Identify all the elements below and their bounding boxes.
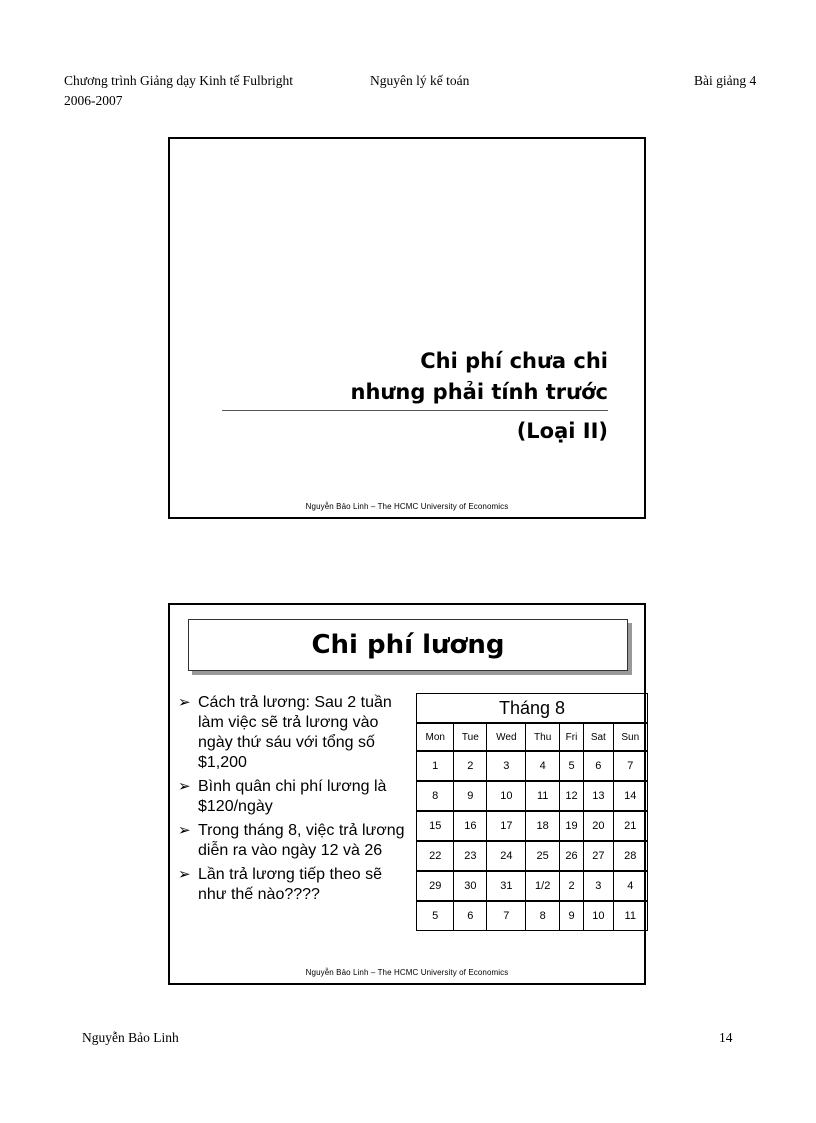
slide-2 <box>168 603 646 985</box>
arrow-bullet-icon: ➢ <box>178 866 191 883</box>
calendar-day: 14 <box>613 781 648 811</box>
page-number: 14 <box>719 1030 733 1045</box>
slide1-footer: Nguyễn Bảo Linh – The HCMC University of Economics <box>305 502 509 511</box>
calendar-day: 11 <box>613 901 648 931</box>
calendar-day: 2 <box>559 871 583 901</box>
calendar-day: 5 <box>417 901 454 931</box>
calendar-week-row <box>417 871 648 901</box>
calendar-day: 31 <box>487 871 526 901</box>
slide1-subtitle: (Loại II) <box>516 419 608 443</box>
calendar-day: 8 <box>526 901 559 931</box>
slide-1 <box>168 137 646 519</box>
calendar-day: 10 <box>487 781 526 811</box>
calendar-day: 23 <box>454 841 487 871</box>
calendar-day: 16 <box>454 811 487 841</box>
arrow-bullet-icon: ➢ <box>178 778 191 795</box>
calendar-day: 1/2 <box>526 871 559 901</box>
calendar-day: 4 <box>526 751 559 781</box>
calendar-day-header: Tue <box>454 723 487 751</box>
bullet-item: ➢ Bình quân chi phí lương là $120/ngày <box>178 778 387 815</box>
header-lecture: Bài giảng 4 <box>694 73 757 88</box>
calendar-day: 3 <box>487 751 526 781</box>
slide1-divider <box>222 410 608 411</box>
calendar-day: 2 <box>454 751 487 781</box>
calendar-day: 6 <box>584 751 613 781</box>
calendar-day: 30 <box>454 871 487 901</box>
calendar-day-header: Thu <box>526 723 559 751</box>
bullet-item: ➢ Lần trả lương tiếp theo sẽ như thế nào???? <box>178 866 382 903</box>
calendar-month: Tháng 8 <box>417 694 648 724</box>
calendar-week-row <box>417 811 648 841</box>
calendar-day: 21 <box>613 811 648 841</box>
slide2-footer: Nguyễn Bảo Linh – The HCMC University of Economics <box>305 968 509 977</box>
calendar-week-row <box>417 751 648 781</box>
calendar-day: 19 <box>559 811 583 841</box>
calendar-week-row <box>417 901 648 931</box>
calendar-day: 26 <box>559 841 583 871</box>
calendar-day: 20 <box>584 811 613 841</box>
calendar-day-header: Mon <box>417 723 454 751</box>
calendar-day-header: Sun <box>613 723 648 751</box>
arrow-bullet-icon: ➢ <box>178 694 191 711</box>
calendar-day: 29 <box>417 871 454 901</box>
calendar-day: 17 <box>487 811 526 841</box>
calendar-day: 18 <box>526 811 559 841</box>
calendar-day: 10 <box>584 901 613 931</box>
bullet-item: ➢ Trong tháng 8, việc trả lương diễn ra vào ngày 12 và 26 <box>178 822 405 859</box>
calendar-day: 15 <box>417 811 454 841</box>
slide2-title-box <box>188 619 628 671</box>
calendar-day-header: Wed <box>487 723 526 751</box>
calendar-day: 9 <box>454 781 487 811</box>
header-years: 2006-2007 <box>64 93 123 108</box>
calendar-day: 22 <box>417 841 454 871</box>
calendar-day: 5 <box>559 751 583 781</box>
calendar-day: 25 <box>526 841 559 871</box>
calendar-day-header: Fri <box>559 723 583 751</box>
calendar-week-row <box>417 841 648 871</box>
slide1-title-line1: Chi phí chưa chi <box>420 349 608 373</box>
calendar-day-header: Sat <box>584 723 613 751</box>
calendar-day: 7 <box>487 901 526 931</box>
calendar-day: 9 <box>559 901 583 931</box>
calendar-day: 1 <box>417 751 454 781</box>
slide1-title-line2: nhưng phải tính trước <box>350 380 608 404</box>
slide2-bullet-list <box>178 693 410 909</box>
page-footer-author: Nguyễn Bảo Linh <box>82 1030 179 1045</box>
calendar-day: 7 <box>613 751 648 781</box>
calendar-day: 12 <box>559 781 583 811</box>
calendar-day: 27 <box>584 841 613 871</box>
header-course: Nguyên lý kế toán <box>370 73 470 88</box>
header-program: Chương trình Giảng dạy Kinh tế Fulbright <box>64 73 293 88</box>
bullet-item: ➢ Cách trả lương: Sau 2 tuần làm việc sẽ trả lương vào ngày thứ sáu với tổng số $1,200 <box>178 694 392 771</box>
arrow-bullet-icon: ➢ <box>178 822 191 839</box>
calendar-day: 28 <box>613 841 648 871</box>
calendar-day: 6 <box>454 901 487 931</box>
calendar-table <box>416 693 648 931</box>
slide2-title: Chi phí lương <box>311 630 505 660</box>
calendar-week-row <box>417 781 648 811</box>
calendar-day: 4 <box>613 871 648 901</box>
calendar-day: 3 <box>584 871 613 901</box>
calendar-day: 11 <box>526 781 559 811</box>
calendar-day: 13 <box>584 781 613 811</box>
calendar-day: 8 <box>417 781 454 811</box>
calendar-day: 24 <box>487 841 526 871</box>
